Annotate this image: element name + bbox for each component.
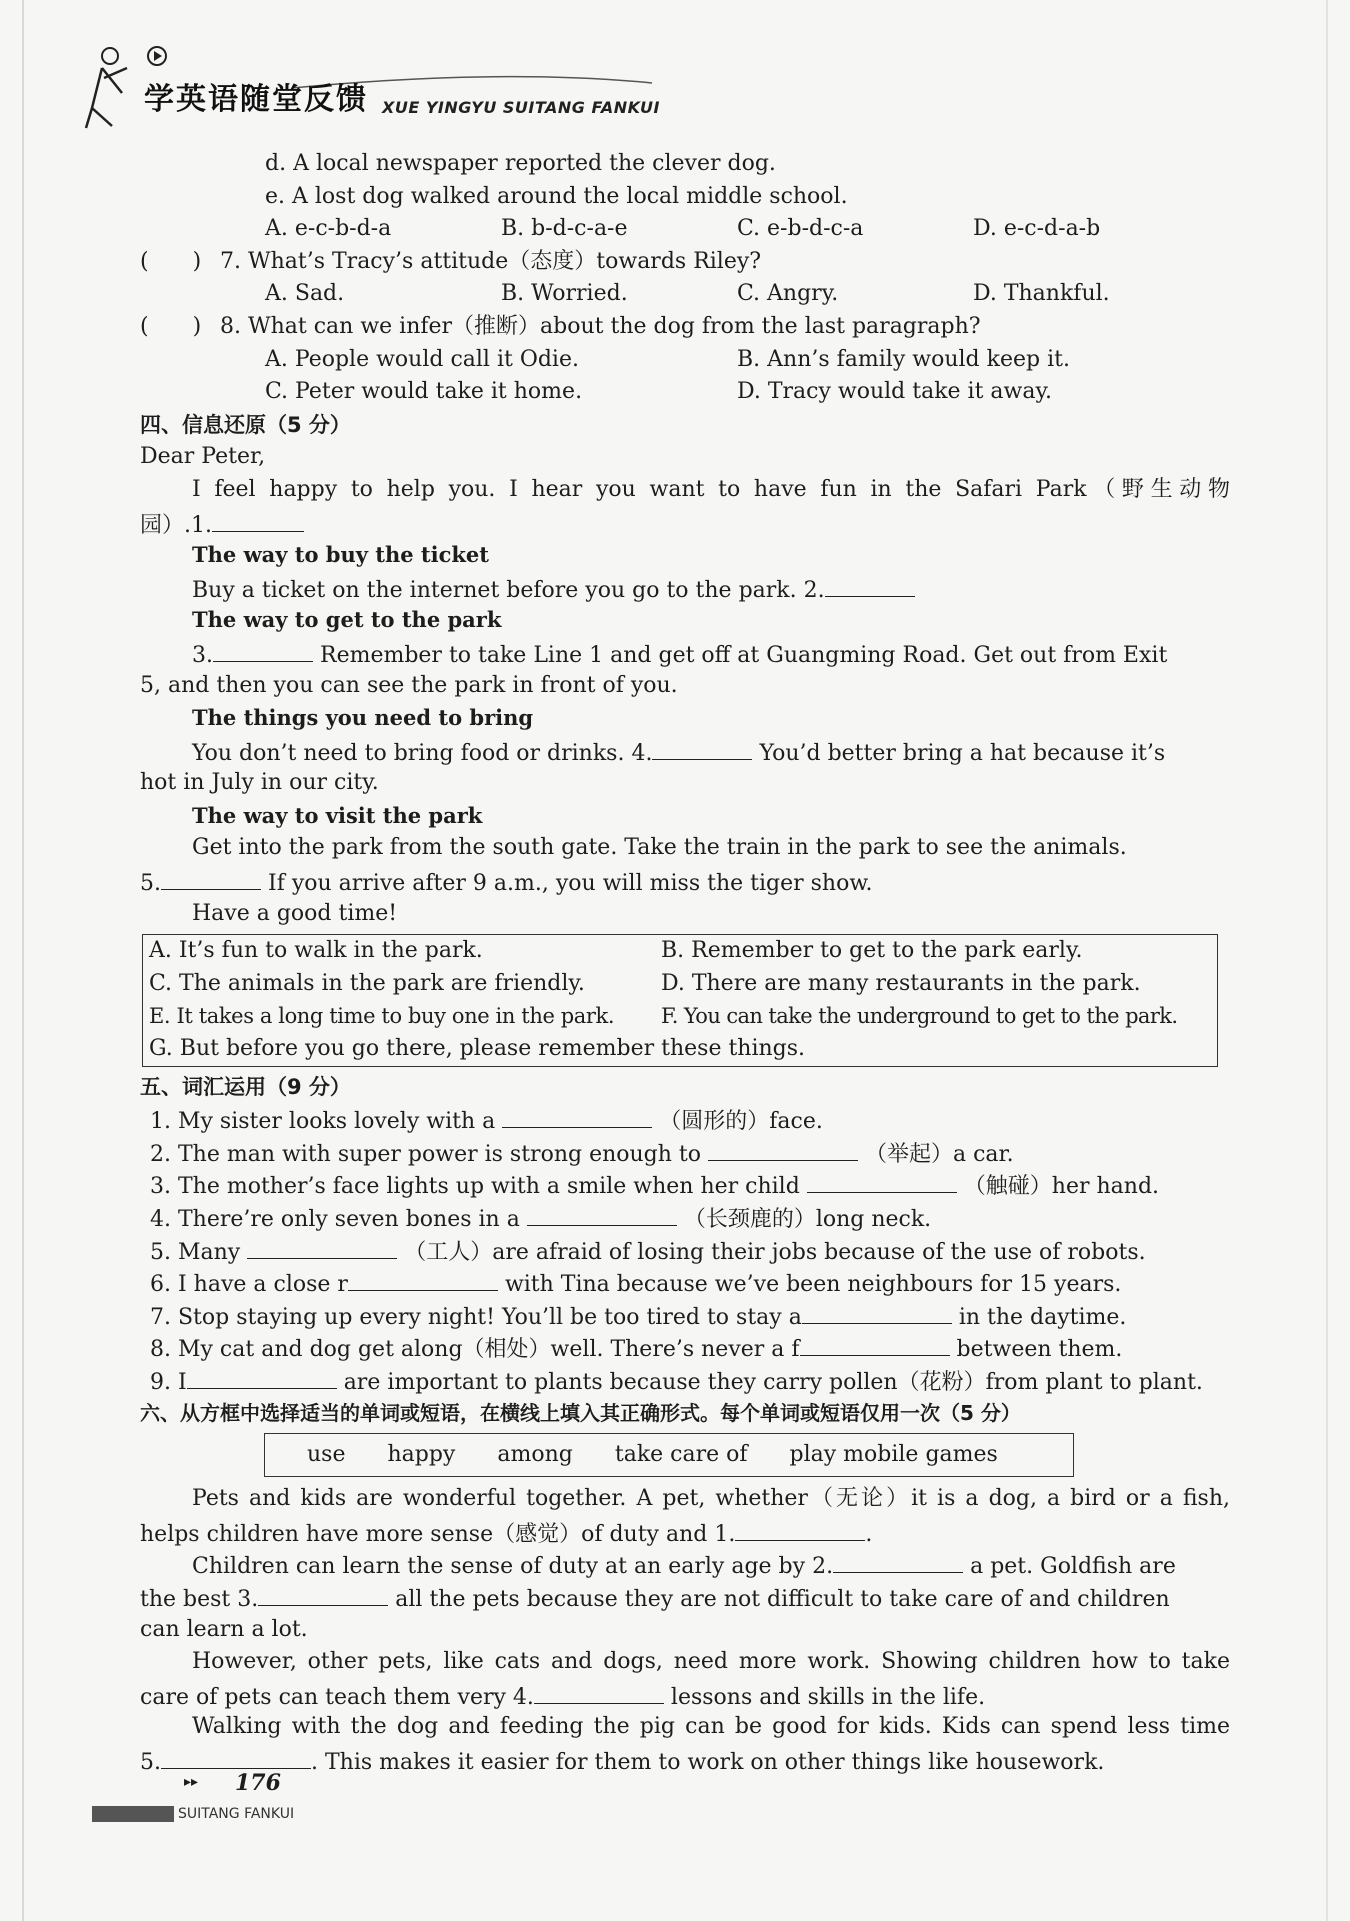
s5-blank-9[interactable]: [187, 1364, 337, 1389]
q8-choices-row2: [140, 376, 1230, 409]
s6-word: happy: [387, 1442, 456, 1468]
s4-blank-4-number: 4.: [631, 740, 653, 766]
footer-logo-bar: [92, 1806, 174, 1822]
q8-stem: 8. What can we infer（推断）about the dog from the last paragraph?: [220, 313, 981, 339]
s4-paragraph2: [140, 572, 1230, 605]
s5-item-3: [140, 1168, 1230, 1201]
header-title: 学英语随堂反馈: [144, 82, 368, 117]
s6-blank-4-number: 4.: [512, 1684, 534, 1710]
section4-title: 四、信息还原（5 分）: [140, 412, 351, 437]
s5-item-hint: （举起）a car.: [865, 1141, 1014, 1167]
s5-blank-7[interactable]: [802, 1299, 952, 1324]
s6-line-3: [140, 1548, 1230, 1581]
s5-item-hint: （工人）are afraid of losing their jobs because of the use of robots.: [404, 1239, 1146, 1265]
s4-options-row: [149, 1000, 1211, 1033]
s4-heading-visit: The way to visit the park: [192, 802, 483, 828]
s6-line-2: helps children have more sense（感觉）of duty and 1. .: [140, 1516, 1230, 1549]
s5-item-text: 5. Many: [150, 1239, 241, 1265]
s4-paragraph5: Get into the park from the south gate. Take the train in the park to see the animals.: [192, 835, 1127, 861]
s4-option-c: C. The animals in the park are friendly.: [149, 970, 585, 996]
header-subtitle: XUE YINGYU SUITANG FANKUI: [382, 98, 660, 117]
s5-blank-1[interactable]: [502, 1103, 652, 1128]
s4-option-d: D. There are many restaurants in the park.: [661, 970, 1141, 996]
s6-blank-1[interactable]: [735, 1516, 865, 1541]
s5-blank-8[interactable]: [800, 1331, 950, 1356]
letter-greeting: Dear Peter,: [140, 444, 266, 470]
s4-paragraph3-end: 5, and then you can see the park in front of you.: [140, 672, 678, 698]
s6-text: . This makes it easier for them to work on other things like housework.: [311, 1749, 1105, 1775]
s5-blank-6[interactable]: [348, 1266, 498, 1291]
letter-closing: Have a good time!: [192, 900, 398, 926]
footer-subtitle: SUITANG FANKUI: [178, 1806, 295, 1822]
s4-p5-text: If you arrive after 9 a.m., you will miss the tiger show.: [268, 871, 873, 897]
s4-p4-text-b: You’d better bring a hat because it’s: [759, 740, 1166, 766]
q6-choice-b: B. b-d-c-a-e: [501, 216, 628, 242]
s6-line-7: [140, 1679, 1230, 1712]
s4-heading-get-there: The way to get to the park: [192, 607, 502, 633]
s4-p4-text-a: You don’t need to bring food or drinks.: [192, 740, 625, 766]
q8-stem-line: [140, 311, 1230, 344]
s5-item-hint: （圆形的）face.: [659, 1109, 823, 1135]
s4-blank-3-number: 3.: [192, 642, 213, 668]
s4-paragraph3: [140, 637, 1230, 670]
s4-heading-bring: The things you need to bring: [192, 705, 534, 731]
q7-choice-b: B. Worried.: [501, 281, 628, 307]
q7-answer-paren[interactable]: ( ): [140, 248, 202, 274]
s4-blank-1-number: 1.: [191, 512, 212, 538]
page-arrows-icon: ▸▸: [184, 1774, 199, 1790]
s5-item-text: 8. My cat and dog get along（相处）well. There’s never a f: [150, 1337, 800, 1363]
q7-choices: [140, 278, 1230, 311]
s6-text: Children can learn the sense of duty at an early age by: [192, 1554, 806, 1580]
s5-blank-2[interactable]: [708, 1136, 858, 1161]
s5-item-8: [140, 1331, 1230, 1364]
q8-choices-row1: [140, 344, 1230, 377]
s6-blank-2-number: 2.: [812, 1554, 834, 1580]
q6-choice-a: A. e-c-b-d-a: [265, 216, 392, 242]
s4-heading-ticket: The way to buy the ticket: [192, 542, 489, 568]
s4-paragraph5-end: [140, 865, 1230, 898]
s4-blank-2-number: 2.: [803, 577, 825, 603]
s6-word: take care of: [614, 1442, 748, 1468]
q8-choice-b: B. Ann’s family would keep it.: [737, 346, 1070, 372]
s6-line-8: Walking with the dog and feeding the pig can be good for kids. Kids can spend less time: [192, 1714, 1230, 1740]
s6-text: a pet. Goldfish are: [970, 1554, 1176, 1580]
q7-stem-line: [140, 246, 1230, 279]
q6-option-d: d. A local newspaper reported the clever dog.: [265, 151, 776, 176]
page-edge-left: [22, 0, 24, 1921]
s6-text: all the pets because they are not difficult to take care of and children: [395, 1586, 1170, 1612]
s5-item-4: [140, 1201, 1230, 1234]
s4-blank-5-number: 5.: [140, 871, 161, 897]
s4-blank-2[interactable]: [825, 572, 915, 597]
s4-options-row: [149, 968, 1211, 1001]
s5-item-text: 6. I have a close r: [150, 1272, 348, 1298]
s5-item-2: [140, 1136, 1230, 1169]
s5-item-hint: with Tina because we’ve been neighbours for 15 years.: [504, 1272, 1122, 1298]
s4-option-g: G. But before you go there, please remember these things.: [149, 1036, 806, 1062]
s5-item-hint: （触碰）her hand.: [963, 1174, 1160, 1200]
s5-item-hint: （长颈鹿的）long neck.: [683, 1207, 932, 1232]
s6-text: the best: [140, 1586, 231, 1612]
s5-item-hint: in the daytime.: [958, 1304, 1127, 1330]
s5-item-6: [140, 1266, 1230, 1299]
s6-word: play mobile games: [789, 1442, 998, 1468]
s6-line-5: can learn a lot.: [140, 1616, 308, 1642]
s5-item-text: 9. I: [150, 1369, 187, 1395]
s4-option-a: A. It’s fun to walk in the park.: [149, 938, 483, 964]
s5-blank-4[interactable]: [527, 1201, 677, 1226]
s5-item-hint: are important to plants because they carry pollen（花粉）from plant to plant.: [343, 1369, 1203, 1395]
s5-item-text: 3. The mother’s face lights up with a smile when her child: [150, 1174, 800, 1200]
s6-word-box: [264, 1433, 1074, 1477]
s6-word: among: [497, 1442, 573, 1468]
s5-blank-3[interactable]: [807, 1168, 957, 1193]
s6-blank-3-number: 3.: [237, 1586, 259, 1612]
s4-p1-tail: 园）.: [140, 512, 191, 538]
s6-blank-3[interactable]: [258, 1581, 388, 1606]
q7-choice-c: C. Angry.: [737, 281, 839, 307]
s4-option-b: B. Remember to get to the park early.: [661, 938, 1083, 964]
page-header: [82, 38, 682, 133]
s5-item-text: 1. My sister looks lovely with a: [150, 1109, 496, 1135]
s4-p3-text: Remember to take Line 1 and get off at Guangming Road. Get out from Exit: [320, 642, 1168, 668]
s6-text: helps children have more sense（感觉）of duty and: [140, 1521, 708, 1547]
page-footer: [92, 1770, 392, 1830]
page-edge-right: [1326, 0, 1328, 1921]
s4-option-e: E. It takes a long time to buy one in the park.: [149, 1004, 615, 1029]
s4-paragraph4-end: hot in July in our city.: [140, 770, 379, 796]
s6-word: use: [307, 1442, 346, 1468]
s4-paragraph1: I feel happy to help you. I hear you want to have fun in the Safari Park（野生动物: [192, 476, 1230, 502]
q6-choice-d: D. e-c-d-a-b: [973, 216, 1101, 242]
s6-blank-4[interactable]: [534, 1679, 664, 1704]
s4-paragraph1-end: [140, 507, 1230, 540]
q8-answer-paren[interactable]: ( ): [140, 313, 202, 339]
s6-line-6: However, other pets, like cats and dogs, need more work. Showing children how to take: [192, 1649, 1230, 1675]
s6-blank-1-number: 1.: [714, 1521, 736, 1547]
s6-blank-5[interactable]: [161, 1744, 311, 1769]
q7-choice-a: A. Sad.: [265, 281, 345, 307]
s5-item-9: [140, 1364, 1230, 1397]
s4-options-row: [149, 1033, 1211, 1066]
q8-choice-d: D. Tracy would take it away.: [737, 379, 1052, 405]
s6-line-4: [140, 1581, 1230, 1614]
s4-p2-text: Buy a ticket on the internet before you go to the park.: [192, 577, 797, 603]
s5-item-7: [140, 1299, 1230, 1332]
s5-item-text: 2. The man with super power is strong enough to: [150, 1141, 701, 1167]
s4-options-box: [142, 934, 1218, 1066]
s5-item-1: [140, 1103, 1230, 1136]
s4-option-f: F. You can take the underground to get to the park.: [661, 1004, 1178, 1029]
s6-blank-5-number: 5.: [140, 1749, 161, 1775]
q7-stem: 7. What’s Tracy’s attitude（态度）towards Riley?: [220, 248, 762, 274]
q6-option-e: e. A lost dog walked around the local middle school.: [265, 183, 848, 209]
s6-blank-2[interactable]: [833, 1548, 963, 1573]
s6-text: care of pets can teach them very: [140, 1684, 506, 1710]
s4-blank-5[interactable]: [161, 865, 261, 890]
s5-blank-5[interactable]: [247, 1234, 397, 1259]
q6-choices: [140, 213, 1230, 246]
s5-item-5: [140, 1234, 1230, 1267]
s4-blank-4[interactable]: [652, 735, 752, 760]
q6-choice-c: C. e-b-d-c-a: [737, 216, 864, 242]
s5-item-hint: between them.: [956, 1337, 1123, 1363]
q7-choice-d: D. Thankful.: [973, 281, 1110, 307]
q8-choice-c: C. Peter would take it home.: [265, 379, 583, 405]
main-content: [140, 148, 1230, 1777]
s4-options-row: [149, 935, 1211, 968]
section5-title: 五、词汇运用（9 分）: [140, 1074, 351, 1099]
s4-paragraph4: [140, 735, 1230, 768]
q8-choice-a: A. People would call it Odie.: [265, 346, 579, 372]
s4-blank-3[interactable]: [213, 637, 313, 662]
s4-blank-1[interactable]: [212, 507, 304, 532]
page-number: 176: [235, 1770, 281, 1796]
s5-item-text: 4. There’re only seven bones in a: [150, 1207, 520, 1232]
s6-line-1: Pets and kids are wonderful together. A pet, whether（无论）it is a dog, a bird or a fish,: [192, 1486, 1230, 1512]
s6-text: lessons and skills in the life.: [670, 1684, 986, 1710]
section6-title: 六、从方框中选择适当的单词或短语，在横线上填入其正确形式。每个单词或短语仅用一次（5 分）: [140, 1400, 1021, 1425]
s5-item-text: 7. Stop staying up every night! You’ll be too tired to stay a: [150, 1304, 802, 1330]
